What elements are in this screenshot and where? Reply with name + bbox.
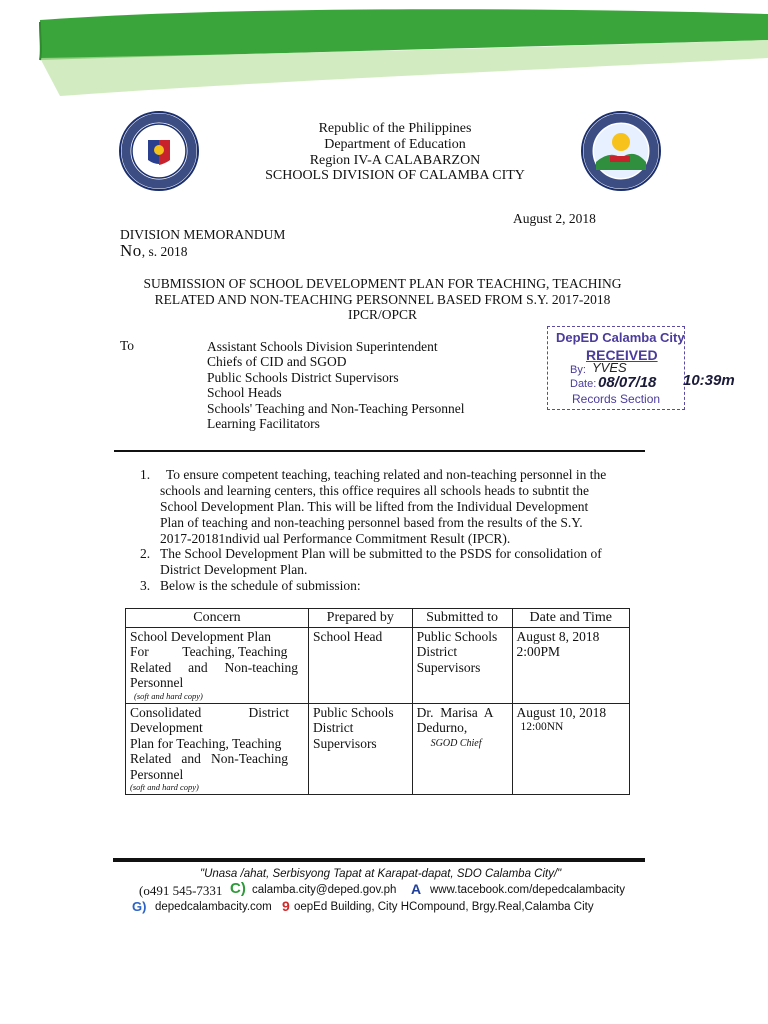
paragraph-line: District Development Plan.	[160, 562, 308, 577]
cell-line: Supervisors	[416, 659, 481, 675]
column-header: Submitted to	[412, 609, 512, 628]
cell-date: August 8, 2018	[516, 628, 600, 644]
cell-line: Dedurno,	[416, 720, 468, 735]
divider	[114, 450, 645, 452]
cell-line: Consolidated District	[130, 704, 289, 720]
cell-line: For Teaching, Teaching	[130, 644, 288, 659]
stamp-section: Records Section	[572, 392, 661, 406]
cell-line: School Head	[312, 628, 383, 644]
recipient: Chiefs of CID and SGOD	[207, 354, 347, 369]
recipient: Public Schools District Supervisors	[207, 370, 399, 385]
cell-line: School Development Plan	[130, 628, 271, 644]
header-banner	[0, 0, 768, 110]
cell-line: Personnel	[130, 675, 184, 690]
footer-motto: "Unasa /ahat, Serbisyong Tapat at Karapat-dapat, SDO Calamba City/"	[200, 868, 562, 880]
column-header: Date and Time	[512, 609, 629, 628]
facebook-icon: A	[411, 881, 422, 897]
memo-date: August 2, 2018	[513, 211, 596, 226]
location-icon: 9	[282, 898, 290, 914]
memo-number	[120, 243, 188, 260]
stamp-status: RECEIVED	[586, 347, 658, 363]
subject-line-3: IPCR/OPCR	[347, 307, 418, 322]
cell-line: Development	[130, 720, 203, 735]
stamp-date-value: 08/07/18	[598, 374, 657, 391]
cell-line: District	[312, 720, 354, 735]
stamp-date-label: Date:	[570, 378, 597, 390]
table-row	[126, 627, 630, 703]
prepared-by-cell	[308, 627, 412, 703]
footer-facebook: www.tacebook.com/depedcalambacity	[430, 884, 625, 896]
recipient: Schools' Teaching and Non-Teaching Personnel	[207, 401, 465, 416]
paragraph-line: Plan of teaching and non-teaching personnel based from the results of the S.Y.	[160, 515, 583, 530]
paragraph-line: Below is the schedule of submission:	[160, 578, 361, 593]
email-icon: C)	[230, 880, 246, 897]
deped-seal-left	[118, 110, 200, 192]
header-department: Department of Education	[324, 137, 466, 152]
division-seal-right	[580, 110, 662, 192]
table-header-row	[126, 609, 630, 628]
footer-divider	[113, 858, 645, 862]
submitted-to-cell	[412, 703, 512, 795]
subject-line-1: SUBMISSION OF SCHOOL DEVELOPMENT PLAN FOR TEACHING, TEACHING	[143, 276, 622, 291]
cell-line: District	[416, 644, 458, 659]
concern-cell	[126, 627, 309, 703]
cell-date: August 10, 2018	[516, 704, 607, 720]
header-region: Region IV-A CALABARZON	[309, 153, 481, 168]
header-republic: Republic of the Philippines	[318, 121, 472, 136]
footer-address: oepEd Building, City HCompound, Brgy.Real,Calamba City	[294, 901, 594, 913]
cell-time: 12:00NN	[520, 721, 564, 733]
paragraph-line: 2017-20181ndivid ual Performance Commitment Result (IPCR).	[160, 531, 511, 546]
table-row	[126, 703, 630, 795]
recipient: Assistant Schools Division Superintendent	[207, 339, 438, 354]
item-number: 2.	[140, 546, 151, 561]
memo-no-suffix: , s. 2018	[141, 244, 188, 259]
stamp-time-value: 10:39m	[683, 372, 735, 389]
cell-line: Related and Non-Teaching	[130, 751, 288, 766]
cell-time: 2:00PM	[516, 644, 561, 659]
footer-website: depedcalambacity.com	[155, 901, 272, 913]
stamp-by-value: YVES	[592, 360, 627, 375]
prepared-by-cell	[308, 703, 412, 795]
stamp-office: DepED Calamba City	[556, 330, 685, 345]
paragraph-line: To ensure competent teaching, teaching related and non-teaching personnel in the	[166, 467, 607, 482]
received-stamp	[547, 326, 685, 410]
submitted-to-cell	[412, 627, 512, 703]
paragraph-line: The School Development Plan will be submitted to the PSDS for consolidation of	[160, 546, 602, 561]
memo-no-label: No	[120, 241, 142, 260]
role-note: SGOD Chief	[430, 737, 482, 749]
copy-note: (soft and hard copy)	[130, 782, 199, 792]
cell-line: Plan for Teaching, Teaching	[130, 735, 282, 751]
cell-line: Related and Non-teaching	[130, 659, 298, 675]
to-label: To	[120, 338, 135, 353]
subject-line-2: RELATED AND NON-TEACHING PERSONNEL BASED FROM S.Y. 2017-2018	[154, 292, 611, 307]
footer-email: calamba.city@deped.gov.ph	[252, 884, 397, 896]
item-number: 1.	[140, 467, 151, 482]
recipient: Learning Facilitators	[207, 416, 320, 431]
copy-note: (soft and hard copy)	[134, 690, 203, 701]
concern-cell	[126, 703, 309, 795]
column-header: Prepared by	[308, 609, 412, 628]
cell-line: Dr. Marisa A	[416, 704, 494, 720]
recipient: School Heads	[207, 385, 282, 400]
cell-line: Public Schools	[312, 704, 394, 720]
date-time-cell	[512, 703, 629, 795]
schedule-table	[125, 608, 630, 795]
cell-line: Personnel	[130, 766, 184, 782]
paragraph-line: schools and learning centers, this office requires all schools heads to subntit the	[160, 483, 590, 498]
web-icon: G)	[132, 899, 147, 914]
paragraph-line: School Development Plan. This will be lifted from the Individual Development	[160, 499, 589, 514]
cell-line: Public Schools	[416, 628, 498, 644]
item-number: 3.	[140, 578, 151, 593]
header-division: SCHOOLS DIVISION OF CALAMBA CITY	[265, 168, 525, 183]
column-header: Concern	[126, 609, 309, 628]
date-time-cell	[512, 627, 629, 703]
footer-phone: (o491 545-7331	[139, 883, 223, 898]
stamp-by-label: By:	[570, 364, 586, 376]
cell-line: Supervisors	[312, 735, 377, 751]
memo-type: DIVISION MEMORANDUM	[120, 227, 286, 242]
